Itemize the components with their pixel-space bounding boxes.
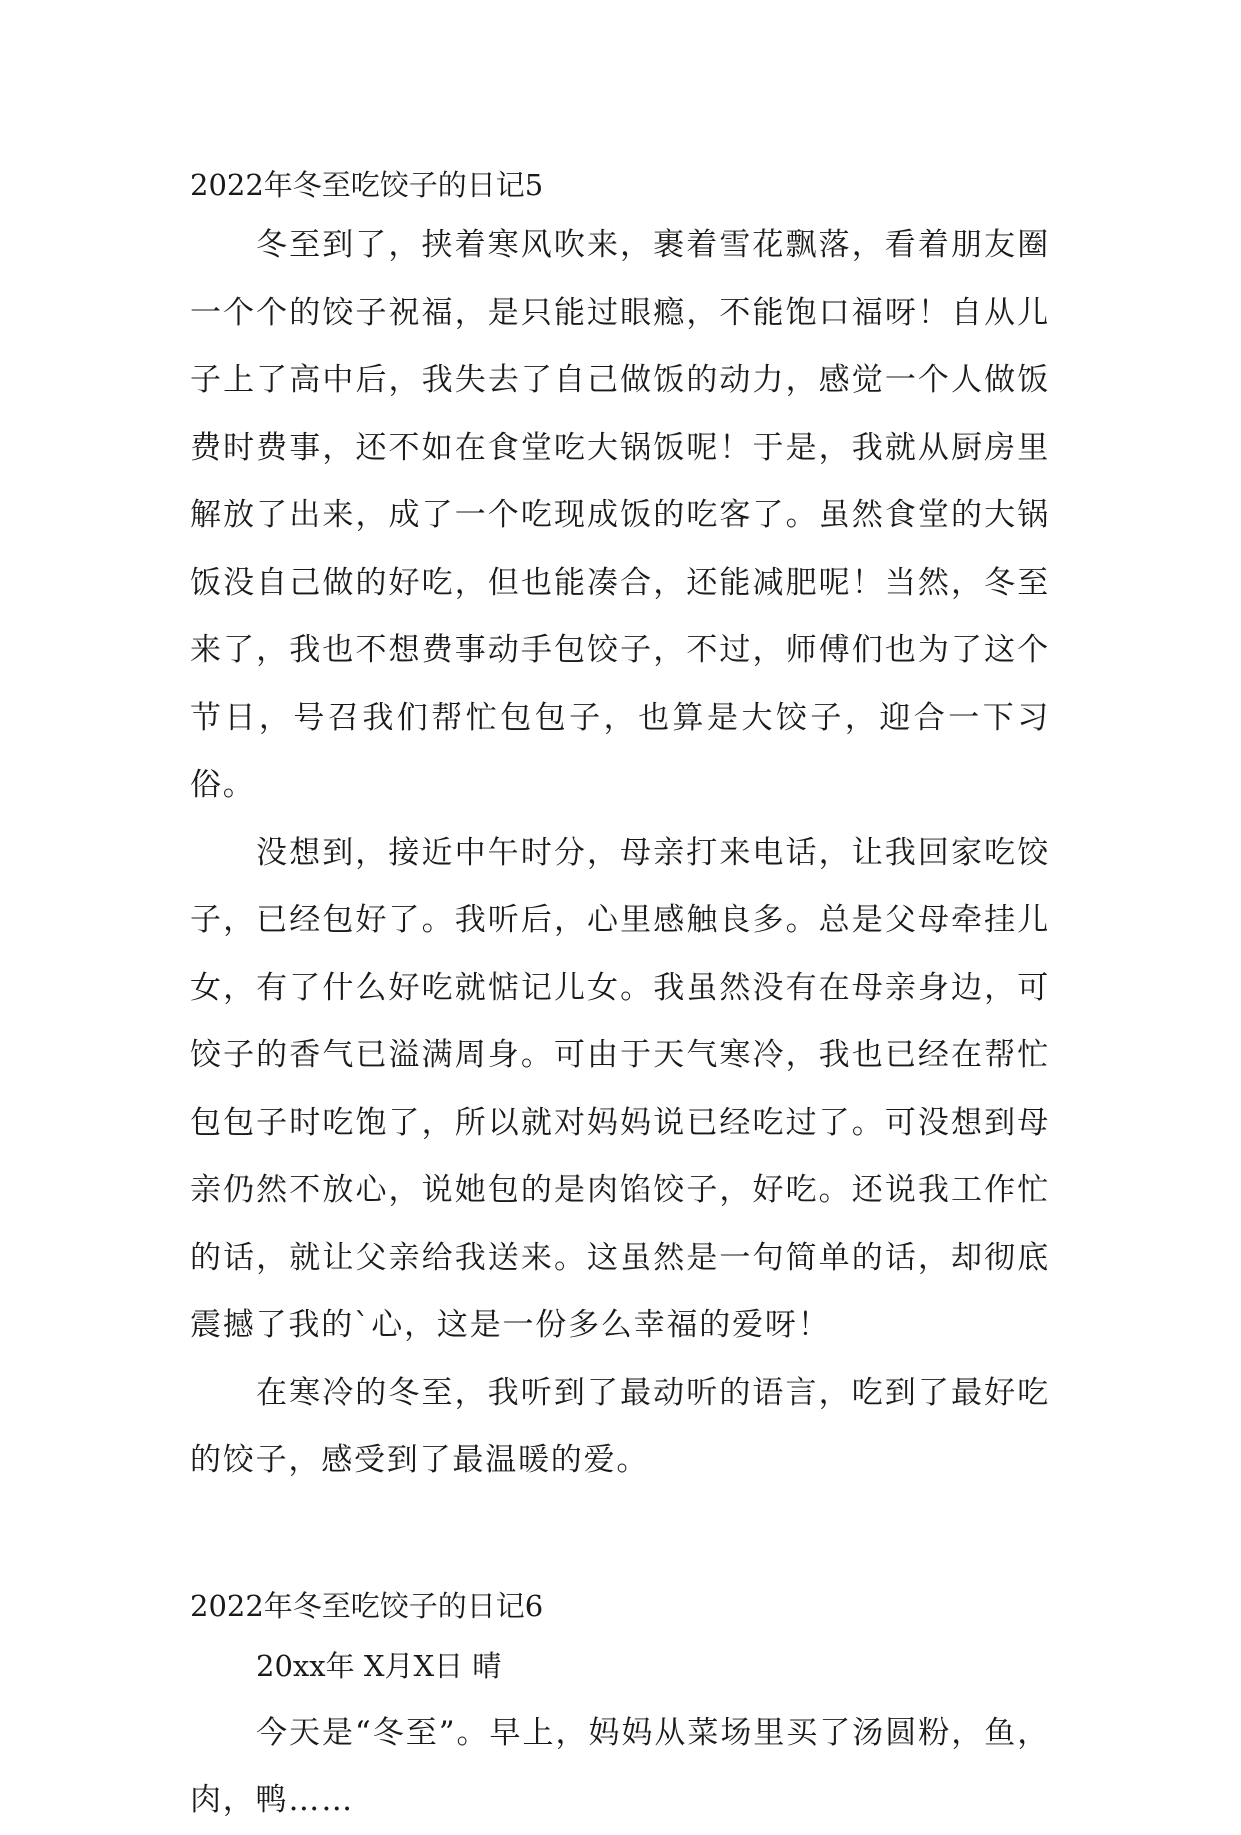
diary-entry-6 bbox=[190, 1579, 1050, 1835]
entry-heading: 2022年冬至吃饺子的日记6 bbox=[190, 1588, 544, 1623]
section-gap bbox=[190, 1495, 1050, 1579]
entry-heading: 2022年冬至吃饺子的日记5 bbox=[190, 168, 544, 202]
body-paragraph: 今天是“冬至”。早上，妈妈从菜场里买了汤圆粉，鱼，肉，鸭…… bbox=[190, 1714, 1050, 1818]
date-weather-line: 20xx年 X月X日 晴 bbox=[256, 1648, 502, 1683]
document-page bbox=[190, 158, 1050, 1835]
body-paragraph: 冬至到了，挟着寒风吹来，裹着雪花飘落，看着朋友圈一个个的饺子祝福，是只能过眼瘾，不能饱口福呀！自从儿子上了高中后，我失去了自己做饭的动力，感觉一个人做饭费时费事，还不如在食堂吃大锅饭呢！于是，我就从厨房里解放了出来，成了一个吃现成饭的吃客了。虽然食堂的大锅饭没自己做的好吃，但也能凑合，还能减肥呢！当然，冬至来了，我也不想费事动手包饺子，不过，师傅们也为了这个节日，号召我们帮忙包包子，也算是大饺子，迎合一下习俗。 bbox=[190, 227, 1050, 803]
diary-entry-5 bbox=[190, 158, 1050, 1495]
body-paragraph: 没想到，接近中午时分，母亲打来电话，让我回家吃饺子，已经包好了。我听后，心里感触良多。总是父母牵挂儿女，有了什么好吃就惦记儿女。我虽然没有在母亲身边，可饺子的香气已溢满周身。可由于天气寒冷，我也已经在帮忙包包子时吃饱了，所以就对妈妈说已经吃过了。可没想到母亲仍然不放心，说她包的是肉馅饺子，好吃。还说我工作忙的话，就让父亲给我送来。这虽然是一句简单的话，却彻底震撼了我的`心，这是一份多么幸福的爱呀！ bbox=[190, 834, 1050, 1343]
body-paragraph: 在寒冷的冬至，我听到了最动听的语言，吃到了最好吃的饺子，感受到了最温暖的爱。 bbox=[190, 1374, 1050, 1478]
